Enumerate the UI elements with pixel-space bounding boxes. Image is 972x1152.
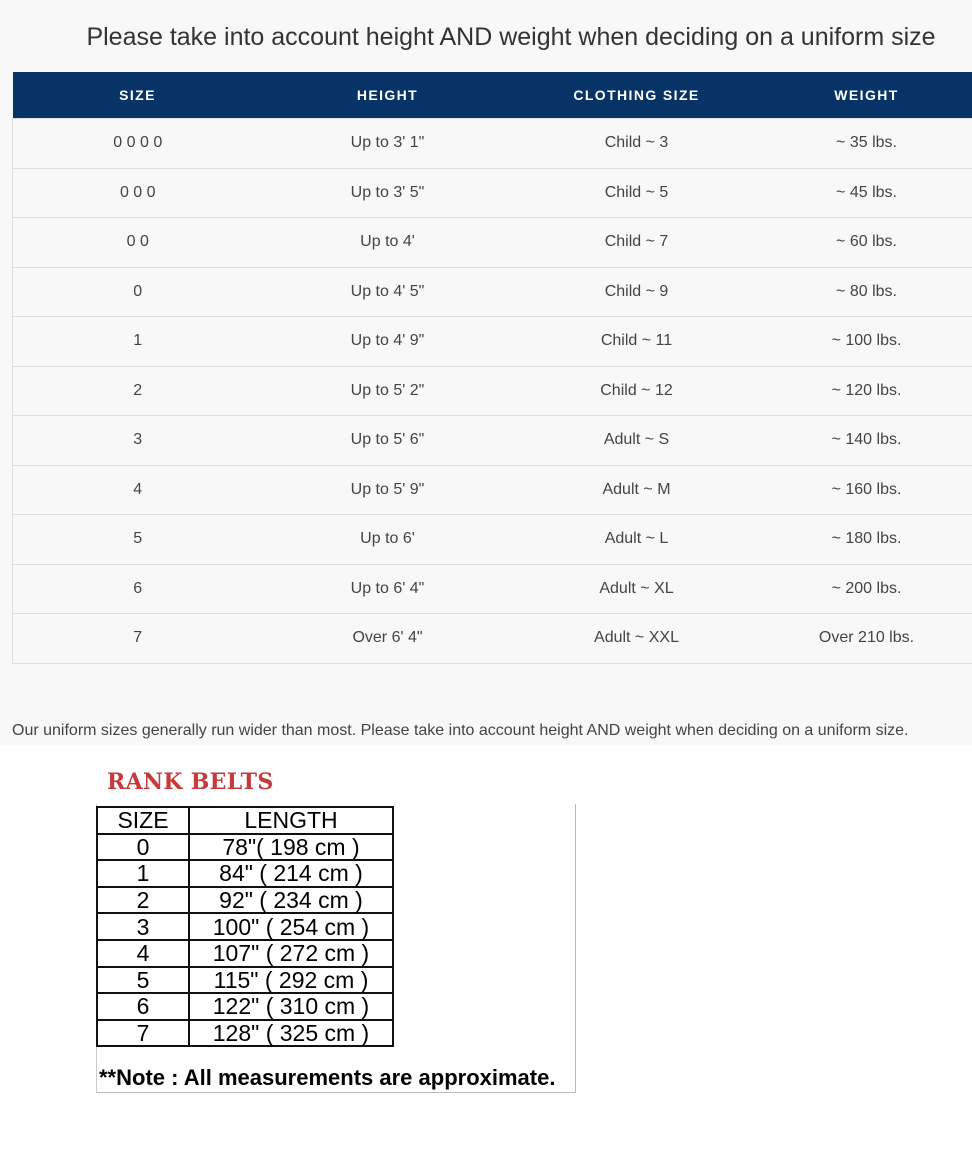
cell-height: Up to 4' xyxy=(263,218,513,268)
cell-clothing-size: Child ~ 12 xyxy=(513,366,761,416)
cell-size: 0 xyxy=(13,267,263,317)
cell-height: Up to 4' 5" xyxy=(263,267,513,317)
cell-size: 2 xyxy=(13,366,263,416)
cell-size: 6 xyxy=(13,564,263,614)
cell-weight: ~ 100 lbs. xyxy=(761,317,972,367)
cell-weight: ~ 120 lbs. xyxy=(761,366,972,416)
belt-row xyxy=(97,993,393,1020)
belt-length: 78"( 198 cm ) xyxy=(189,834,393,861)
cell-clothing-size: Adult ~ L xyxy=(513,515,761,565)
belt-header-row xyxy=(97,807,393,834)
table-row xyxy=(13,267,972,317)
belt-row xyxy=(97,860,393,887)
cell-clothing-size: Adult ~ XL xyxy=(513,564,761,614)
belt-length: 84" ( 214 cm ) xyxy=(189,860,393,887)
uniform-size-table xyxy=(12,72,972,664)
cell-height: Up to 6' 4" xyxy=(263,564,513,614)
belt-length: 122" ( 310 cm ) xyxy=(189,993,393,1020)
belt-size: 2 xyxy=(97,887,189,914)
cell-size: 0 0 0 0 xyxy=(13,119,263,169)
belt-length: 100" ( 254 cm ) xyxy=(189,913,393,940)
belt-size: 6 xyxy=(97,993,189,1020)
sizing-note: Our uniform sizes generally run wider than most. Please take into account height AND weight when deciding on a uniform size. xyxy=(12,722,909,739)
table-row xyxy=(13,317,972,367)
belt-size: 4 xyxy=(97,940,189,967)
cell-weight: ~ 200 lbs. xyxy=(761,564,972,614)
cell-clothing-size: Child ~ 3 xyxy=(513,119,761,169)
belt-length: 115" ( 292 cm ) xyxy=(189,967,393,994)
cell-size: 4 xyxy=(13,465,263,515)
cell-weight: ~ 80 lbs. xyxy=(761,267,972,317)
cell-height: Up to 4' 9" xyxy=(263,317,513,367)
cell-weight: ~ 45 lbs. xyxy=(761,168,972,218)
belt-length: 107" ( 272 cm ) xyxy=(189,940,393,967)
belt-size: 3 xyxy=(97,913,189,940)
belt-header-size: SIZE xyxy=(97,807,189,834)
cell-clothing-size: Adult ~ XXL xyxy=(513,614,761,664)
header-weight: WEIGHT xyxy=(761,72,972,119)
table-row xyxy=(13,564,972,614)
rank-belts-chart xyxy=(96,766,576,1094)
cell-clothing-size: Child ~ 11 xyxy=(513,317,761,367)
belt-row xyxy=(97,1020,393,1047)
header-size: SIZE xyxy=(13,72,263,119)
cell-weight: ~ 60 lbs. xyxy=(761,218,972,268)
cell-height: Up to 3' 1" xyxy=(263,119,513,169)
cell-weight: ~ 140 lbs. xyxy=(761,416,972,466)
belt-row xyxy=(97,913,393,940)
cell-clothing-size: Child ~ 9 xyxy=(513,267,761,317)
cell-clothing-size: Adult ~ S xyxy=(513,416,761,466)
cell-weight: Over 210 lbs. xyxy=(761,614,972,664)
cell-height: Over 6' 4" xyxy=(263,614,513,664)
rank-belts-title: RANK BELTS xyxy=(107,769,274,795)
header-height: HEIGHT xyxy=(263,72,513,119)
rank-belts-table xyxy=(96,806,394,1047)
belt-length: 128" ( 325 cm ) xyxy=(189,1020,393,1047)
cell-height: Up to 5' 6" xyxy=(263,416,513,466)
cell-clothing-size: Adult ~ M xyxy=(513,465,761,515)
belt-size: 5 xyxy=(97,967,189,994)
table-header-row xyxy=(13,72,972,119)
table-row xyxy=(13,515,972,565)
table-row xyxy=(13,168,972,218)
belt-size: 1 xyxy=(97,860,189,887)
table-row xyxy=(13,366,972,416)
table-row xyxy=(13,416,972,466)
cell-size: 1 xyxy=(13,317,263,367)
belt-length: 92" ( 234 cm ) xyxy=(189,887,393,914)
belt-row xyxy=(97,967,393,994)
cell-size: 5 xyxy=(13,515,263,565)
cell-clothing-size: Child ~ 7 xyxy=(513,218,761,268)
cell-height: Up to 5' 2" xyxy=(263,366,513,416)
belt-row xyxy=(97,834,393,861)
rank-belts-note: **Note : All measurements are approximate. xyxy=(99,1065,556,1090)
table-row xyxy=(13,218,972,268)
cell-height: Up to 3' 5" xyxy=(263,168,513,218)
table-row xyxy=(13,465,972,515)
cell-weight: ~ 180 lbs. xyxy=(761,515,972,565)
cell-weight: ~ 35 lbs. xyxy=(761,119,972,169)
cell-weight: ~ 160 lbs. xyxy=(761,465,972,515)
cell-size: 0 0 0 xyxy=(13,168,263,218)
belt-header-length: LENGTH xyxy=(189,807,393,834)
table-row xyxy=(13,614,972,664)
cell-clothing-size: Child ~ 5 xyxy=(513,168,761,218)
cell-size: 0 0 xyxy=(13,218,263,268)
cell-size: 7 xyxy=(13,614,263,664)
belt-size: 7 xyxy=(97,1020,189,1047)
cell-height: Up to 5' 9" xyxy=(263,465,513,515)
belt-size: 0 xyxy=(97,834,189,861)
cell-height: Up to 6' xyxy=(263,515,513,565)
belt-row xyxy=(97,887,393,914)
header-clothing-size: CLOTHING SIZE xyxy=(513,72,761,119)
page-heading: Please take into account height AND weight when deciding on a uniform size xyxy=(86,23,936,51)
table-row xyxy=(13,119,972,169)
belt-row xyxy=(97,940,393,967)
cell-size: 3 xyxy=(13,416,263,466)
